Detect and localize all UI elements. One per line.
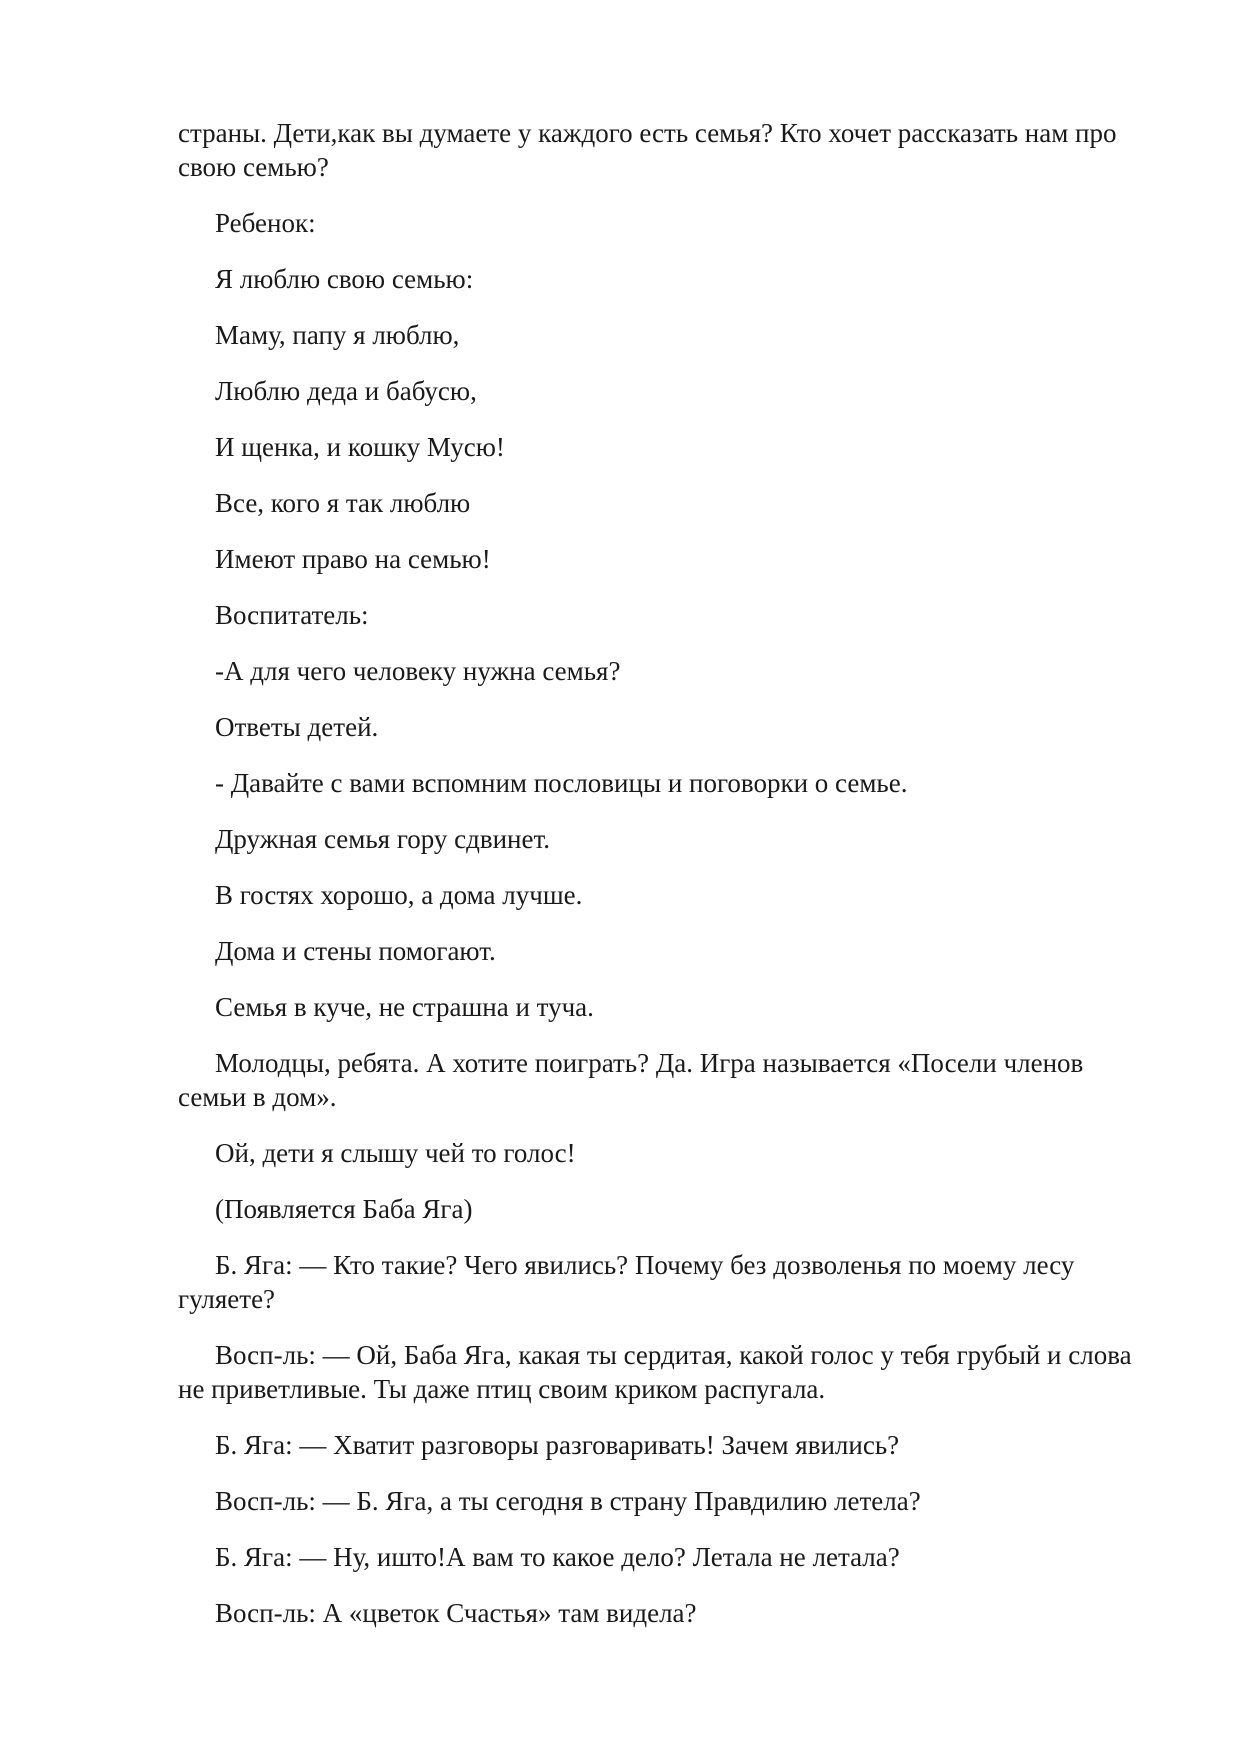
paragraph: страны. Дети,как вы думаете у каждого есть семья? Кто хочет рассказать нам про свою семью?: [178, 118, 1117, 182]
paragraph: Восп-ль: — Б. Яга, а ты сегодня в страну Правдилию летела?: [215, 1486, 921, 1516]
paragraph: Ой, дети я слышу чей то голос!: [215, 1138, 576, 1168]
paragraph: Ребенок:: [215, 208, 316, 238]
paragraph: И щенка, и кошку Мусю!: [215, 432, 505, 462]
paragraph: Маму, папу я люблю,: [215, 320, 460, 350]
paragraph: -А для чего человеку нужна семья?: [215, 656, 621, 686]
paragraph: Ответы детей.: [215, 712, 379, 742]
paragraph: Дома и стены помогают.: [215, 936, 496, 966]
paragraph: Восп-ль: — Ой, Баба Яга, какая ты сердитая, какой голос у тебя грубый и слова не приветливые. Ты даже птиц своим криком распугала.: [178, 1340, 1132, 1404]
paragraph: Б. Яга: — Кто такие? Чего явились? Почему без дозволенья по моему лесу гуляете?: [178, 1250, 1075, 1314]
paragraph: Восп-ль: А «цветок Счастья» там видела?: [215, 1598, 697, 1628]
paragraph: Воспитатель:: [215, 600, 369, 630]
paragraph: Все, кого я так люблю: [215, 488, 471, 518]
paragraph: Б. Яга: — Хватит разговоры разговаривать! Зачем явились?: [215, 1430, 900, 1460]
paragraph: Люблю деда и бабусю,: [215, 376, 477, 406]
paragraph: - Давайте с вами вспомним пословицы и поговорки о семье.: [215, 768, 908, 798]
document-body: [178, 116, 1138, 1652]
paragraph: Молодцы, ребята. А хотите поиграть? Да. Игра называется «Посели членов семьи в дом».: [178, 1048, 1084, 1112]
paragraph: В гостях хорошо, а дома лучше.: [215, 880, 583, 910]
paragraph: Б. Яга: — Ну, ишто!А вам то какое дело? Летала не летала?: [215, 1542, 900, 1572]
paragraph: Я люблю свою семью:: [215, 264, 474, 294]
paragraph: Имеют право на семью!: [215, 544, 491, 574]
paragraph: (Появляется Баба Яга): [215, 1194, 473, 1224]
paragraph: Семья в куче, не страшна и туча.: [215, 992, 594, 1022]
paragraph: Дружная семья гору сдвинет.: [215, 824, 550, 854]
